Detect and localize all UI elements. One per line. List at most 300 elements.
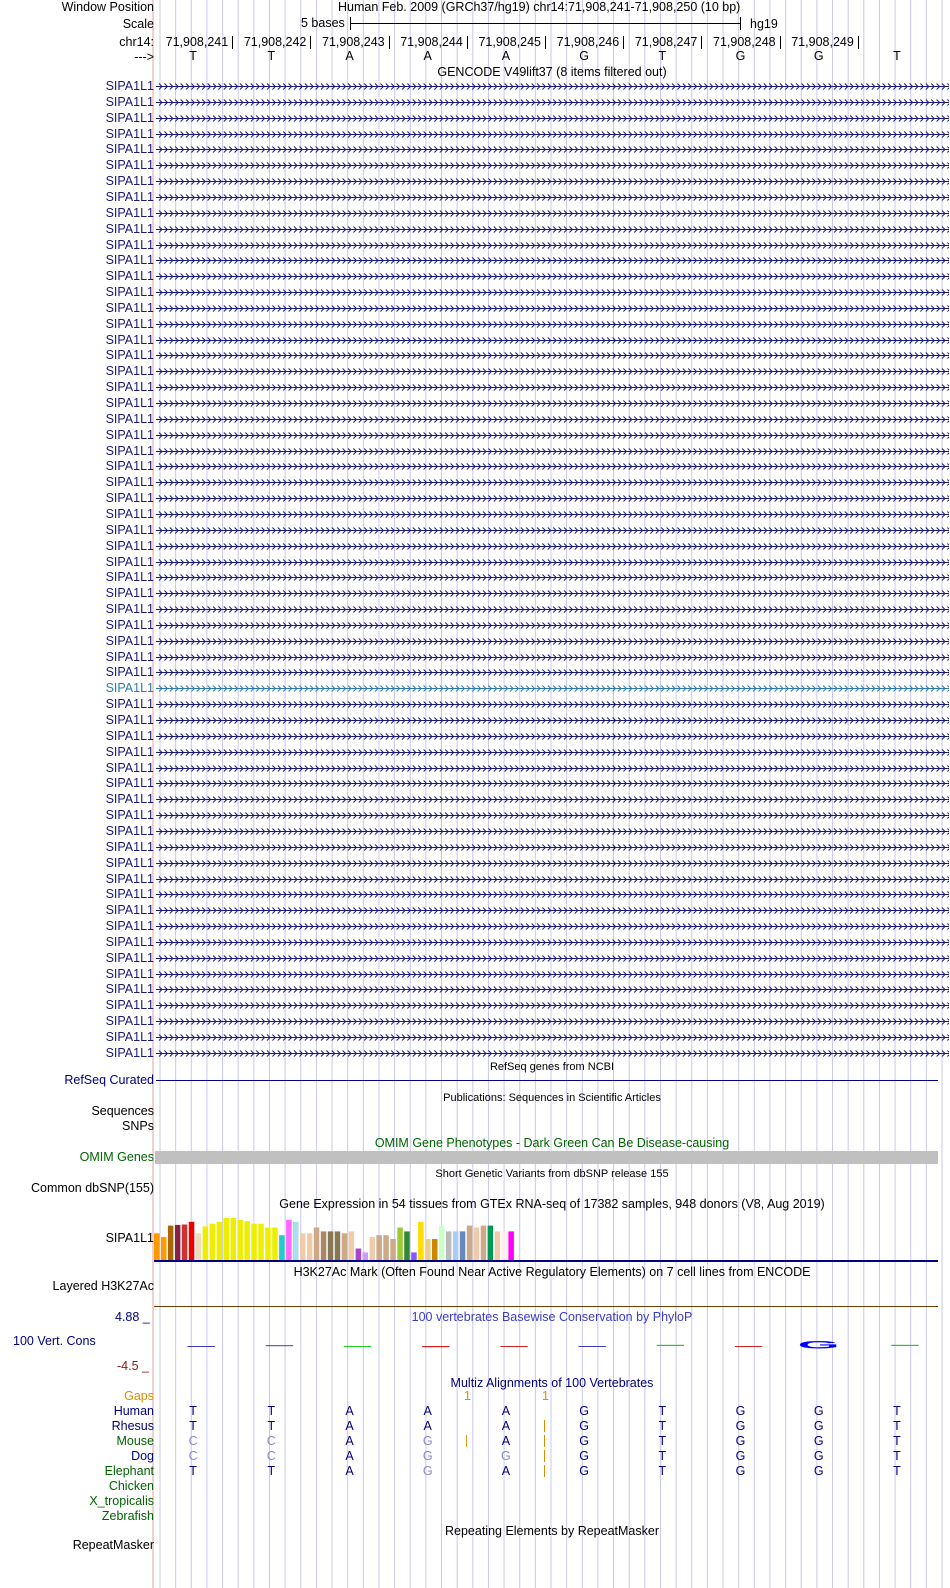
- gencode-gene-label[interactable]: SIPA1L1: [105, 633, 154, 648]
- base-letter: G: [813, 49, 824, 63]
- gencode-gene-label[interactable]: SIPA1L1: [105, 823, 154, 838]
- gencode-transcript-line[interactable]: [156, 226, 949, 233]
- aligned-base: A: [501, 1464, 511, 1478]
- gencode-transcript-line[interactable]: [156, 812, 949, 819]
- gtex-tissue-bar: [363, 1252, 369, 1260]
- species-label[interactable]: X_tropicalis: [89, 1494, 154, 1508]
- browser-title: Human Feb. 2009 (GRCh37/hg19) chr14:71,908,241-71,908,250 (10 bp): [338, 0, 741, 14]
- gencode-transcript-line[interactable]: [156, 273, 949, 280]
- gencode-transcript-line[interactable]: [156, 83, 949, 90]
- gencode-gene-label[interactable]: SIPA1L1: [105, 205, 154, 220]
- aligned-base: A: [345, 1419, 354, 1433]
- gtex-tissue-bar: [453, 1231, 459, 1260]
- gencode-transcript-line[interactable]: [156, 242, 949, 249]
- aligned-base: G: [735, 1449, 746, 1463]
- gtex-tissue-bar: [474, 1228, 480, 1261]
- scale-bar-left-tick: [350, 17, 351, 30]
- gencode-gene-label[interactable]: SIPA1L1: [105, 998, 154, 1013]
- aligned-base: G: [579, 1449, 589, 1463]
- gtex-tissue-bar: [154, 1233, 160, 1260]
- gencode-gene-label[interactable]: SIPA1L1: [105, 285, 154, 300]
- aligned-base: A: [345, 1464, 354, 1478]
- gencode-transcript-line[interactable]: [156, 780, 949, 787]
- gencode-gene-label[interactable]: SIPA1L1: [105, 237, 154, 252]
- scale-bar-right-tick: [740, 17, 741, 30]
- species-label[interactable]: Rhesus: [111, 1419, 154, 1433]
- position-label: 71,908,247: [634, 35, 698, 49]
- aligned-base: G: [422, 1464, 433, 1478]
- gencode-gene-label[interactable]: SIPA1L1: [105, 491, 154, 506]
- aligned-base: T: [267, 1419, 276, 1433]
- gtex-track-title[interactable]: Gene Expression in 54 tissues from GTEx RNA-seq of 17382 samples, 948 donors (V8, Aug 2019): [279, 1197, 825, 1211]
- gencode-gene-label[interactable]: SIPA1L1: [105, 966, 154, 981]
- phylop-score-bar: [422, 1346, 449, 1347]
- h3k27ac-baseline: [154, 1306, 938, 1307]
- base-letter: A: [423, 49, 432, 63]
- aligned-base: A: [345, 1404, 354, 1418]
- aligned-base: G: [579, 1464, 589, 1478]
- gtex-gene-label[interactable]: SIPA1L1: [105, 1231, 154, 1245]
- gencode-gene-label[interactable]: SIPA1L1: [105, 554, 154, 569]
- aligned-base: T: [189, 1464, 197, 1478]
- phylop-score-bar: [344, 1346, 371, 1347]
- aligned-base: A: [501, 1404, 511, 1418]
- gencode-gene-label[interactable]: SIPA1L1: [105, 728, 154, 743]
- gtex-tissue-bar: [272, 1228, 278, 1261]
- gencode-gene-label[interactable]: SIPA1L1: [105, 126, 154, 141]
- gencode-transcript-line[interactable]: [156, 939, 949, 946]
- base-letter: A: [345, 49, 354, 63]
- gencode-transcript-line[interactable]: [156, 574, 949, 581]
- repeatmasker-track-title[interactable]: Repeating Elements by RepeatMasker: [444, 1524, 659, 1538]
- gencode-transcript-line[interactable]: [156, 511, 949, 518]
- aligned-base: G: [735, 1419, 746, 1433]
- gencode-transcript-line[interactable]: [156, 765, 949, 772]
- aligned-base: T: [658, 1449, 667, 1463]
- gtex-tissue-bar: [231, 1218, 237, 1260]
- gencode-transcript-line[interactable]: [156, 606, 949, 613]
- aligned-base: T: [893, 1404, 901, 1418]
- gencode-transcript-line[interactable]: [156, 146, 949, 153]
- gencode-gene-label[interactable]: SIPA1L1: [105, 776, 154, 791]
- refseq-gene-line[interactable]: [156, 1080, 938, 1081]
- gencode-transcript-line[interactable]: [156, 828, 949, 835]
- gtex-tissue-bar: [293, 1222, 299, 1260]
- aligned-base: T: [893, 1449, 901, 1463]
- phylop-score-bar: [188, 1346, 215, 1347]
- gtex-tissue-bar: [356, 1249, 362, 1261]
- gencode-gene-label[interactable]: SIPA1L1: [105, 253, 154, 268]
- gtex-tissue-bar: [418, 1222, 424, 1260]
- gencode-gene-label[interactable]: SIPA1L1: [105, 665, 154, 680]
- gencode-gene-label[interactable]: SIPA1L1: [105, 855, 154, 870]
- gencode-transcript-line[interactable]: [156, 923, 949, 930]
- phylop-score-bar: [266, 1345, 293, 1346]
- gtex-tissue-bar: [314, 1228, 320, 1261]
- aligned-base: A: [501, 1434, 511, 1448]
- aligned-base: G: [735, 1464, 746, 1478]
- gencode-transcript-line[interactable]: [156, 479, 949, 486]
- gencode-gene-label[interactable]: SIPA1L1: [105, 269, 154, 284]
- gencode-transcript-line[interactable]: [156, 194, 949, 201]
- scale-bar: [350, 23, 741, 24]
- position-label: 71,908,242: [243, 35, 307, 49]
- gtex-tissue-bar: [251, 1224, 256, 1260]
- aligned-base: A: [345, 1434, 354, 1448]
- gencode-gene-label[interactable]: SIPA1L1: [105, 506, 154, 521]
- gencode-gene-label[interactable]: SIPA1L1: [105, 839, 154, 854]
- gencode-transcript-line[interactable]: [156, 416, 949, 423]
- aligned-base: G: [422, 1434, 433, 1448]
- gencode-gene-label[interactable]: SIPA1L1: [105, 792, 154, 807]
- gencode-gene-label[interactable]: SIPA1L1: [105, 411, 154, 426]
- repeatmasker-track-label[interactable]: RepeatMasker: [72, 1538, 154, 1552]
- aligned-base: G: [501, 1449, 511, 1463]
- gencode-gene-label[interactable]: SIPA1L1: [105, 221, 154, 236]
- gencode-transcript-line[interactable]: [156, 99, 949, 106]
- gtex-tissue-bar: [300, 1233, 306, 1260]
- gtex-tissue-bar: [175, 1225, 181, 1260]
- gencode-transcript-line[interactable]: [156, 590, 949, 597]
- phylop-score-bar: [891, 1345, 918, 1346]
- gencode-gene-label[interactable]: SIPA1L1: [105, 871, 154, 886]
- gtex-tissue-bar: [328, 1231, 334, 1260]
- gtex-tissue-bar: [370, 1237, 376, 1260]
- gencode-transcript-line[interactable]: [156, 178, 949, 185]
- gencode-transcript-line[interactable]: [156, 305, 949, 312]
- gtex-tissue-bar: [161, 1237, 167, 1260]
- aligned-base: T: [893, 1419, 901, 1433]
- gtex-tissue-bar: [182, 1225, 188, 1261]
- gencode-transcript-line[interactable]: [156, 654, 949, 661]
- gencode-track-title[interactable]: GENCODE V49lift37 (8 items filtered out): [437, 65, 667, 79]
- omim-track-title[interactable]: OMIM Gene Phenotypes - Dark Green Can Be Disease-causing: [374, 1136, 730, 1150]
- phylop-score-bar: [579, 1346, 606, 1347]
- gtex-tissue-bar: [203, 1226, 209, 1260]
- gencode-gene-label[interactable]: SIPA1L1: [105, 919, 154, 934]
- species-label[interactable]: Mouse: [116, 1434, 154, 1448]
- gtex-tissue-bar: [502, 1231, 508, 1260]
- gencode-transcript-line[interactable]: [156, 986, 949, 993]
- aligned-base: T: [267, 1464, 276, 1478]
- base-letter: T: [893, 49, 901, 63]
- gencode-gene-label[interactable]: SIPA1L1: [105, 982, 154, 997]
- gtex-tissue-bar: [258, 1224, 264, 1260]
- gencode-gene-label[interactable]: SIPA1L1: [105, 396, 154, 410]
- species-label[interactable]: Zebrafish: [101, 1509, 154, 1523]
- position-label: 71,908,249: [791, 35, 854, 49]
- species-label[interactable]: Dog: [131, 1449, 154, 1463]
- gencode-transcript-line[interactable]: [156, 337, 949, 344]
- gtex-baseline: [154, 1260, 938, 1262]
- gencode-gene-label[interactable]: SIPA1L1: [105, 903, 154, 918]
- gencode-gene-label[interactable]: SIPA1L1: [105, 934, 154, 949]
- base-letter: T: [658, 49, 667, 63]
- gencode-transcript-line[interactable]: [156, 876, 949, 883]
- aligned-base: A: [423, 1404, 432, 1418]
- phylop-score-bar: [500, 1346, 527, 1347]
- gencode-gene-label[interactable]: SIPA1L1: [105, 459, 154, 474]
- aligned-base: C: [188, 1449, 198, 1463]
- gtex-tissue-bar: [265, 1228, 271, 1261]
- gencode-transcript-line[interactable]: [156, 115, 949, 122]
- aligned-base: C: [266, 1434, 276, 1448]
- aligned-base: T: [658, 1434, 667, 1448]
- gencode-gene-label[interactable]: SIPA1L1: [105, 617, 154, 632]
- gtex-expression-chart[interactable]: [154, 1210, 950, 1262]
- phylop-ymin-label: -4.5 _: [117, 1359, 149, 1373]
- gtex-tissue-bar: [411, 1252, 417, 1260]
- gtex-tissue-bar: [224, 1218, 230, 1260]
- gencode-transcript-line[interactable]: [156, 622, 949, 629]
- window-position-label[interactable]: Window Position: [61, 0, 154, 14]
- phylop-base-logo: G: [797, 1339, 840, 1351]
- gtex-tissue-bar: [446, 1231, 452, 1260]
- gencode-gene-label[interactable]: SIPA1L1: [105, 602, 154, 617]
- gencode-transcript-line[interactable]: [156, 733, 949, 740]
- gencode-transcript-line[interactable]: [156, 1034, 949, 1041]
- gencode-transcript-line[interactable]: [156, 368, 949, 375]
- gencode-transcript-line[interactable]: [156, 131, 949, 138]
- gtex-tissue-bar: [481, 1226, 487, 1260]
- gencode-gene-label[interactable]: SIPA1L1: [105, 950, 154, 965]
- gencode-transcript-line[interactable]: [156, 844, 949, 851]
- gencode-gene-label[interactable]: SIPA1L1: [105, 174, 154, 189]
- species-label[interactable]: Elephant: [104, 1464, 154, 1478]
- insertion-mark: [544, 1420, 545, 1432]
- gencode-gene-label[interactable]: SIPA1L1: [105, 586, 154, 601]
- gencode-transcript-line[interactable]: [156, 432, 949, 439]
- h3k27ac-track-title[interactable]: H3K27Ac Mark (Often Found Near Active Regulatory Elements) on 7 cell lines from ENCODE: [293, 1265, 811, 1279]
- gencode-transcript-line[interactable]: [156, 717, 949, 724]
- gtex-tissue-bar: [349, 1231, 355, 1260]
- gencode-transcript-line[interactable]: [156, 796, 949, 803]
- phylop-track-title[interactable]: 100 vertebrates Basewise Conservation by PhyloP: [411, 1310, 693, 1324]
- aligned-base: T: [267, 1404, 276, 1418]
- aligned-base: T: [658, 1404, 667, 1418]
- position-tick: [858, 36, 859, 49]
- gencode-transcript-line[interactable]: [156, 955, 949, 962]
- gencode-gene-label[interactable]: SIPA1L1: [105, 538, 154, 553]
- gencode-gene-label[interactable]: SIPA1L1: [105, 760, 154, 775]
- position-label: 71,908,245: [478, 35, 541, 49]
- position-label: 71,908,246: [556, 35, 620, 49]
- gencode-gene-label[interactable]: SIPA1L1: [105, 79, 154, 93]
- gencode-transcript-line[interactable]: [156, 701, 949, 708]
- aligned-base: G: [813, 1404, 824, 1418]
- species-label[interactable]: Chicken: [108, 1479, 154, 1493]
- gencode-gene-label[interactable]: SIPA1L1: [105, 1014, 154, 1029]
- gtex-tissue-bar: [189, 1222, 195, 1260]
- aligned-base: T: [658, 1419, 667, 1433]
- insertion-mark: [544, 1450, 545, 1462]
- gencode-transcript-line[interactable]: [156, 543, 949, 550]
- publications-track-title[interactable]: Publications: Sequences in Scientific Articles: [443, 1092, 661, 1104]
- chrom-label[interactable]: chr14:: [119, 35, 154, 49]
- gtex-tissue-bar: [467, 1226, 473, 1260]
- publications-snps-label[interactable]: SNPs: [122, 1119, 154, 1133]
- insertion-mark: [544, 1465, 545, 1477]
- gencode-gene-label[interactable]: SIPA1L1: [105, 744, 154, 759]
- gtex-tissue-bar: [397, 1228, 403, 1261]
- gencode-transcript-line[interactable]: [156, 685, 949, 692]
- aligned-base: T: [189, 1404, 197, 1418]
- gap-mark: 1: [542, 1389, 549, 1403]
- gtex-tissue-bar: [488, 1226, 494, 1260]
- aligned-base: G: [579, 1419, 589, 1433]
- gencode-gene-label[interactable]: SIPA1L1: [105, 697, 154, 712]
- gtex-tissue-bar: [237, 1220, 243, 1260]
- species-label[interactable]: Human: [113, 1404, 154, 1418]
- gencode-gene-label[interactable]: SIPA1L1: [105, 300, 154, 315]
- base-letter: G: [735, 49, 746, 63]
- gencode-gene-label[interactable]: SIPA1L1: [105, 380, 154, 395]
- insertion-mark: [544, 1435, 545, 1447]
- gencode-transcript-line[interactable]: [156, 891, 949, 898]
- aligned-base: T: [189, 1419, 197, 1433]
- gencode-transcript-line[interactable]: [156, 907, 949, 914]
- gtex-tissue-bar: [390, 1239, 396, 1260]
- gencode-transcript-line[interactable]: [156, 384, 949, 391]
- gencode-transcript-line[interactable]: [156, 289, 949, 296]
- gencode-transcript-line[interactable]: [156, 638, 949, 645]
- gencode-gene-label[interactable]: SIPA1L1: [105, 808, 154, 823]
- base-letter: T: [267, 49, 276, 63]
- refseq-track-label[interactable]: RefSeq Curated: [64, 1073, 154, 1087]
- base-letter: G: [579, 49, 589, 63]
- omim-track-label[interactable]: OMIM Genes: [79, 1150, 154, 1164]
- gencode-transcript-line[interactable]: [156, 495, 949, 502]
- gencode-gene-label[interactable]: SIPA1L1: [105, 443, 154, 458]
- base-letter: T: [189, 49, 197, 63]
- gencode-transcript-line[interactable]: [156, 860, 949, 867]
- gtex-tissue-bar: [376, 1235, 382, 1260]
- aligned-base: A: [501, 1419, 511, 1433]
- gencode-gene-label[interactable]: SIPA1L1: [105, 316, 154, 331]
- gencode-gene-label[interactable]: SIPA1L1: [105, 475, 154, 490]
- publications-sequences-label[interactable]: Sequences: [91, 1104, 154, 1118]
- gencode-transcript-line[interactable]: [156, 527, 949, 534]
- gencode-gene-label[interactable]: SIPA1L1: [105, 427, 154, 442]
- assembly-label: hg19: [750, 17, 778, 31]
- gtex-tissue-bar: [495, 1231, 501, 1260]
- gencode-transcript-line[interactable]: [156, 1018, 949, 1025]
- gtex-tissue-bar: [425, 1239, 431, 1260]
- gencode-gene-label[interactable]: SIPA1L1: [105, 158, 154, 173]
- gtex-tissue-bar: [196, 1233, 202, 1260]
- strand-label: --->: [134, 50, 154, 64]
- gtex-tissue-bar: [404, 1231, 410, 1260]
- phylop-score-bar: [657, 1345, 684, 1346]
- gencode-transcript-line[interactable]: [156, 162, 949, 169]
- gencode-transcript-line[interactable]: [156, 210, 949, 217]
- gaps-label: Gaps: [124, 1389, 154, 1403]
- aligned-base: C: [188, 1434, 198, 1448]
- aligned-base: C: [266, 1449, 276, 1463]
- aligned-base: G: [735, 1434, 746, 1448]
- phylop-ymax-label: 4.88 _: [115, 1310, 150, 1324]
- phylop-track-label[interactable]: 100 Vert. Cons: [13, 1334, 96, 1348]
- gencode-gene-label[interactable]: SIPA1L1: [105, 142, 154, 157]
- gencode-transcript-line[interactable]: [156, 1002, 949, 1009]
- gencode-transcript-line[interactable]: [156, 971, 949, 978]
- aligned-base: G: [813, 1419, 824, 1433]
- gencode-gene-label[interactable]: SIPA1L1: [105, 348, 154, 363]
- gencode-transcript-line[interactable]: [156, 321, 949, 328]
- dbsnp-track-label[interactable]: Common dbSNP(155): [31, 1181, 154, 1195]
- gencode-gene-label[interactable]: SIPA1L1: [105, 570, 154, 585]
- gencode-gene-label[interactable]: SIPA1L1: [105, 713, 154, 727]
- gtex-tissue-bar: [508, 1231, 514, 1260]
- gtex-tissue-bar: [460, 1231, 466, 1260]
- gtex-tissue-bar: [286, 1220, 292, 1260]
- h3k27ac-track-label[interactable]: Layered H3K27Ac: [52, 1279, 154, 1293]
- gtex-tissue-bar: [168, 1226, 174, 1260]
- aligned-base: G: [813, 1464, 824, 1478]
- phylop-conservation-plot[interactable]: [154, 1326, 950, 1376]
- scale-label[interactable]: Scale: [122, 17, 154, 31]
- position-label: 71,908,243: [322, 35, 385, 49]
- gencode-gene-label[interactable]: SIPA1L1: [105, 189, 154, 204]
- gencode-gene-label[interactable]: SIPA1L1: [105, 332, 154, 347]
- gencode-gene-label[interactable]: SIPA1L1: [105, 681, 154, 696]
- gtex-tissue-bar: [335, 1231, 341, 1260]
- gtex-tissue-bar: [342, 1233, 348, 1260]
- aligned-base: T: [658, 1464, 667, 1478]
- base-letter: A: [501, 49, 511, 63]
- aligned-base: G: [579, 1434, 589, 1448]
- gencode-transcript-line[interactable]: [156, 669, 949, 676]
- gencode-transcript-line[interactable]: [156, 400, 949, 407]
- gtex-tissue-bar: [383, 1235, 389, 1260]
- gtex-tissue-bar: [217, 1222, 223, 1260]
- dbsnp-track-title[interactable]: Short Genetic Variants from dbSNP release 155: [435, 1168, 669, 1180]
- gtex-tissue-bar: [432, 1239, 438, 1260]
- aligned-base: T: [893, 1464, 901, 1478]
- refseq-track-title[interactable]: RefSeq genes from NCBI: [489, 1061, 615, 1073]
- position-label: 71,908,248: [713, 35, 776, 49]
- gencode-transcript-line[interactable]: [156, 1050, 949, 1057]
- multiz-track-title[interactable]: Multiz Alignments of 100 Vertebrates: [450, 1376, 654, 1390]
- insertion-mark: [466, 1435, 467, 1447]
- gencode-gene-label[interactable]: SIPA1L1: [105, 1030, 154, 1044]
- gencode-transcript-line[interactable]: [156, 352, 949, 359]
- gencode-gene-label[interactable]: SIPA1L1: [105, 110, 154, 125]
- gencode-gene-label[interactable]: SIPA1L1: [105, 887, 154, 902]
- gencode-transcript-line[interactable]: [156, 559, 949, 566]
- gencode-gene-label[interactable]: SIPA1L1: [105, 649, 154, 664]
- aligned-base: G: [422, 1449, 433, 1463]
- gencode-gene-label[interactable]: SIPA1L1: [105, 1045, 154, 1060]
- gencode-transcript-line[interactable]: [156, 463, 949, 470]
- gencode-transcript-line[interactable]: [156, 749, 949, 756]
- gencode-transcript-line[interactable]: [156, 448, 949, 455]
- omim-gene-bar[interactable]: [155, 1151, 938, 1164]
- gtex-tissue-bar: [279, 1235, 285, 1260]
- scale-text: 5 bases: [301, 16, 345, 30]
- aligned-base: G: [813, 1449, 824, 1463]
- gap-mark: 1: [464, 1389, 471, 1403]
- aligned-base: G: [735, 1404, 746, 1418]
- aligned-base: G: [813, 1434, 824, 1448]
- gtex-tissue-bar: [321, 1231, 327, 1260]
- phylop-score-bar: [735, 1346, 762, 1347]
- aligned-base: A: [345, 1449, 354, 1463]
- gencode-gene-label[interactable]: SIPA1L1: [105, 522, 154, 537]
- gencode-gene-label[interactable]: SIPA1L1: [105, 364, 154, 379]
- gencode-transcript-line[interactable]: [156, 257, 949, 264]
- gencode-gene-label[interactable]: SIPA1L1: [105, 94, 154, 109]
